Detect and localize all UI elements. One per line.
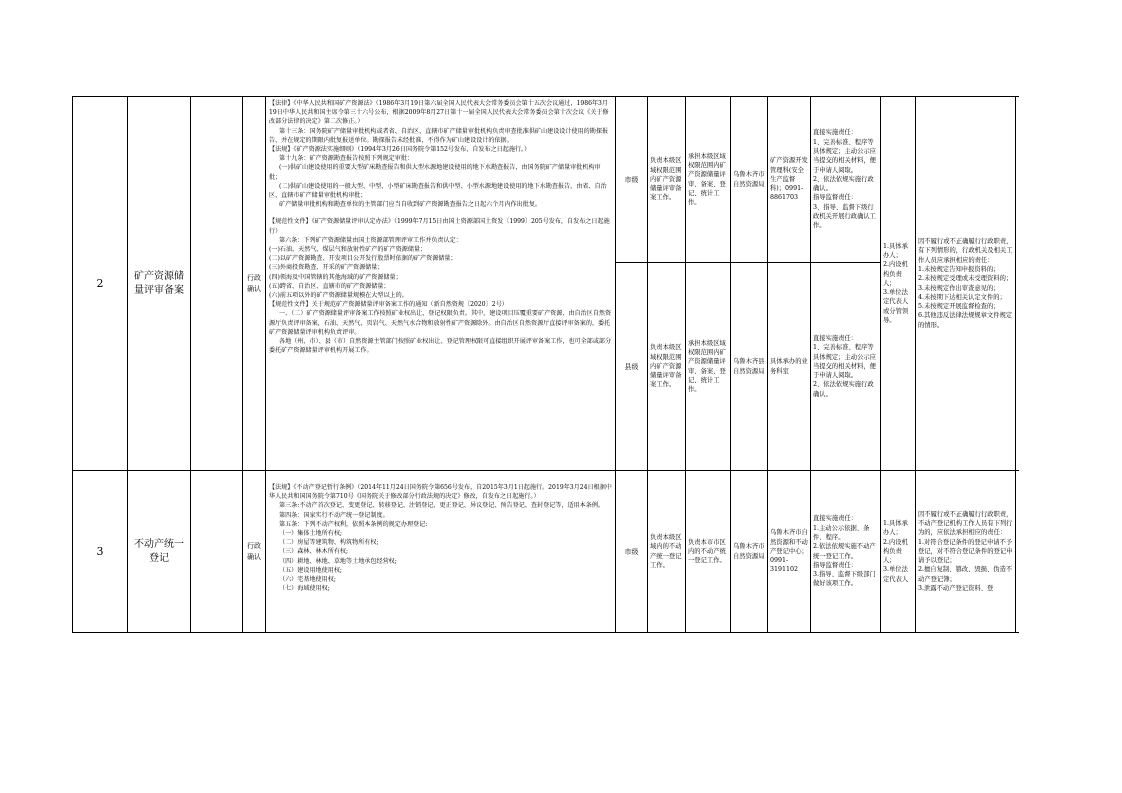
- office-contact: 具体承办的业务科室: [768, 263, 811, 471]
- resp-line: 2、依法依规实施行政确认。: [813, 381, 874, 398]
- account-line: 6.其他违反法律法规规章文件规定的情形。: [918, 312, 1013, 329]
- account-line: 5.未按规定开展监督检查的；: [918, 303, 1000, 311]
- basis-line: (四)领海及中国管辖的其他海域的矿产资源储量；: [269, 273, 402, 281]
- basis-line: （二）房屋等建筑物、构筑物所有权;: [279, 539, 379, 547]
- basis-line: （五）建设用地使用权;: [279, 566, 342, 574]
- resp-line: 2、依法依规实施行政确认。: [813, 175, 874, 193]
- basis-line: 【法规】《不动产登记暂行条例》（2014年11月24日国务院令第656号发布，自2015年3月1日起施行。2019年3月24日根据中华人民共和国国务院令第710号《国务院关于修改部分行政法规的决定》修改，自发布之日起施行。）: [269, 484, 612, 501]
- subject-line: 3.单位法定代表人或分管领导。: [883, 289, 909, 325]
- office-contact: 乌鲁木齐市自然资源和不动产登记中心；0991-3191102: [768, 471, 811, 633]
- basis-line: 【规范性文件】《矿产资源储量评审认定办法》（1999年7月15日由国土资源部国土资发〔1999〕205号发布，自发布之日起施行）: [269, 218, 610, 235]
- basis-line: （七）海域使用权;: [279, 585, 330, 593]
- basis-line: (二)供矿山建设使用的一般大型、中型、小型矿床勘查报告和供中型、小型水源地建设使用的地下水勘查报告，由省、自治区、直辖市矿产储量审批机构审批；: [269, 182, 607, 200]
- legal-basis: [266, 97, 616, 471]
- document-table-frame: [72, 96, 1019, 633]
- level-county: 县级: [616, 263, 648, 471]
- basis-line: 第四条：国家实行不动产统一登记制度。: [279, 511, 389, 519]
- implementing-dept: 乌鲁木齐县自然资源局: [731, 263, 768, 471]
- basis-line: (三)外商投资勘查、开采的矿产资源储量；: [269, 264, 384, 272]
- responsibility-list: [811, 263, 881, 471]
- empty-cell: [1016, 471, 1020, 633]
- basis-line: 第三条:不动产首次登记、变更登记、转移登记、注销登记、更正登记、异议登记、预告登记、查封登记等，适用本条例。: [279, 502, 605, 510]
- basis-line: 矿产储量审批机构和勘查单位的主管部门应当自收到矿产资源勘查报告之日起六个月内作出批复。: [279, 201, 542, 209]
- responsible-subject: [881, 97, 916, 471]
- basis-line: 【法律】《中华人民共和国矿产资源法》（1986年3月19日第六届全国人民代表大会常务委员会第十五次会议通过，1986年3月19日中华人民共和国主席令第三十六号公布，根据2009年8月27日第十一届全国人民代表大会常务委员会第十次会议《关于修改部分法律的决定》第二次修正。）: [269, 100, 609, 126]
- subject-line: 1.具体承办人；: [883, 242, 908, 259]
- empty-cell: [191, 97, 243, 471]
- basis-line: 第十三条：国务院矿产储量审批机构或者省、自治区、直辖市矿产储量审批机构负责审查批准供矿山建设设计使用的勘探报告，并在规定的期限内批复报送单位。勘探报告未经批准，不得作为矿山建设设计的依据。: [269, 127, 609, 144]
- account-line: 4.未按期下达相关认定文件的；: [918, 293, 1006, 301]
- basis-line: (二)以矿产资源勘查、开发项目公开发行股票时依据的矿产资源储量；: [269, 255, 457, 263]
- account-line: 因不履行或不正确履行行政职责，有下列情形的，行政机关及相关工作人员应承担相应的责任：: [918, 238, 1013, 264]
- level-undertake: 承担本级区域权限范围内矿产资源储量评审、备案、登记、统计工作。: [686, 263, 731, 471]
- level-duty: 负责本级区域权限范围内矿产资源储量评审备案工作。: [648, 263, 686, 471]
- power-list-table: [72, 96, 1019, 633]
- basis-line: 各地（州、市）、县（市）自然资源主管部门按照矿业权出让、登记管理权限可直接组织开展评审备案工作，也可全部或部分委托矿产资源储量评审机构开展工作。: [269, 338, 612, 355]
- account-line: 3.未按规定作出审查意见的；: [918, 284, 1000, 292]
- resp-line: 3、指导、监督下级行政机关开展行政确认工作。: [813, 203, 876, 230]
- level-duty: 负责本级区域权限范围内矿产资源储量评审备案工作。: [648, 97, 686, 263]
- office-contact: 矿产资源开发管理科(安全生产监督科)；0991-8861703: [768, 97, 811, 263]
- table-row: [73, 471, 1020, 633]
- resp-line: 指导监督责任：: [813, 561, 858, 569]
- basis-line: （三）森林、林木所有权;: [279, 548, 349, 556]
- resp-line: 2.依法依规实施不动产统一登记工作。: [813, 543, 876, 560]
- legal-basis: [266, 471, 616, 633]
- item-name: 不动产统一登记: [128, 471, 191, 633]
- basis-line: 【规范性文件】关于规范矿产资源储量评审备案工作的通知（新自然资规〔2020〕2号）: [269, 301, 508, 309]
- account-line: 2.未按规定受理或未受理资料的；: [918, 275, 1013, 283]
- table-row: [73, 97, 1020, 263]
- resp-line: 1、完善标准、程序等具体规定；主动公示应当提交的相关材料，便于申请人阅取。: [813, 344, 876, 380]
- basis-line: 一、（二）矿产资源储量评审备案工作按照矿业权出让、登记权限负责。其中，建设项目压覆重要矿产资源，由自治区自然资源厅负责评审备案，石油、天然气、页岩气、天然气水合物和放射性矿产资源除外。由自治区自然资源厅直接评审备案的，委托矿产资源储量评审机构负责评审。: [269, 310, 612, 336]
- empty-cell: [1016, 97, 1020, 471]
- subject-line: 2.内设机构负责人；: [883, 538, 908, 565]
- basis-line: (一)供矿山建设使用的重要大型矿床勘查报告和供大型水源地建设使用的地下水勘查报告，由国务院矿产储量审批机构审批；: [269, 164, 601, 181]
- level-duty: 负责本级区域内的不动产统一登记工作。: [648, 471, 686, 633]
- basis-line: （一）集体土地所有权;: [279, 530, 342, 538]
- implementing-dept: 乌鲁木齐市自然资源局: [731, 471, 768, 633]
- basis-line: 第六条：下列矿产资源储量由国土资源部管理评审工作并负责认定：: [279, 236, 462, 244]
- account-line: 3.泄露不动产登记资料、登: [918, 585, 994, 593]
- empty-cell: [191, 471, 243, 633]
- resp-line: 1.主动公示依据、条件、程序。: [813, 524, 870, 541]
- basis-line: (六)前五项以外的矿产资源储量规模在大型以上的。: [269, 292, 408, 300]
- resp-line: 直接实施责任：: [813, 334, 858, 342]
- resp-line: 直接实施责任：: [813, 515, 858, 523]
- basis-line: (五)跨省、自治区、直辖市的矿产资源储量；: [269, 282, 390, 290]
- basis-line: (一)石油、天然气、煤层气和放射性矿产的矿产资源储量；: [269, 246, 427, 254]
- account-line: 因不履行或不正确履行行政职责，不动产登记机构工作人员有下列行为的，应依法承担相应的责任：: [918, 510, 1013, 537]
- basis-line: （四）耕地、林地、草地等土地承包经营权;: [279, 557, 397, 565]
- basis-line: 第十九条：矿产资源勘查报告按照下列规定审批：: [279, 155, 414, 163]
- row-number: 3: [73, 471, 128, 633]
- level-undertake: 负责本市市区内的不动产统一登记工作。: [686, 471, 731, 633]
- responsible-subject: [881, 471, 916, 633]
- subject-line: 2.内设机构负责人；: [883, 261, 908, 287]
- item-name: 矿产资源储量评审备案: [128, 97, 191, 471]
- account-line: 2.擅自复制、篡改、毁损、伪造不动产登记簿；: [918, 566, 1013, 583]
- resp-line: 3.指导、监督下级部门做好该项工作。: [813, 571, 876, 588]
- basis-line: （六）宅基地使用权;: [279, 576, 336, 584]
- account-line: 1.对符合登记条件的登记申请不予登记，对不符合登记条件的登记申请予以登记；: [918, 538, 1013, 565]
- level-undertake: 承担本级区域权限范围内矿产资源储量评审、备案、登记、统计工作。: [686, 97, 731, 263]
- accountability: [916, 471, 1016, 633]
- basis-line: 第五条：下列不动产权利，依照本条例的规定办理登记:: [279, 520, 428, 528]
- item-type: 行政确认: [243, 471, 266, 633]
- subject-line: 1.具体承办人；: [883, 519, 908, 537]
- resp-line: 1、完善标准、程序等具体规定；主动公示应当提交的相关材料，便于申请人阅取。: [813, 138, 876, 174]
- level-city: 市级: [616, 471, 648, 633]
- basis-line: 【法规】《矿产资源法实施细则》（1994年3月26日国务院令第152号发布，自发布之日起施行。）: [269, 146, 531, 154]
- account-line: 1.未按规定告知申报资料的；: [918, 265, 1000, 273]
- responsibility-list: [811, 97, 881, 263]
- item-type: 行政确认: [243, 97, 266, 471]
- resp-line: 指导监督责任：: [813, 194, 858, 202]
- level-city: 市级: [616, 97, 648, 263]
- accountability: [916, 97, 1016, 471]
- subject-line: 3.单位法定代表人: [883, 566, 909, 583]
- implementing-dept: 乌鲁木齐市自然资源局: [731, 97, 768, 263]
- responsibility-list: [811, 471, 881, 633]
- row-number: 2: [73, 97, 128, 471]
- resp-line: 直接实施责任：: [813, 129, 858, 137]
